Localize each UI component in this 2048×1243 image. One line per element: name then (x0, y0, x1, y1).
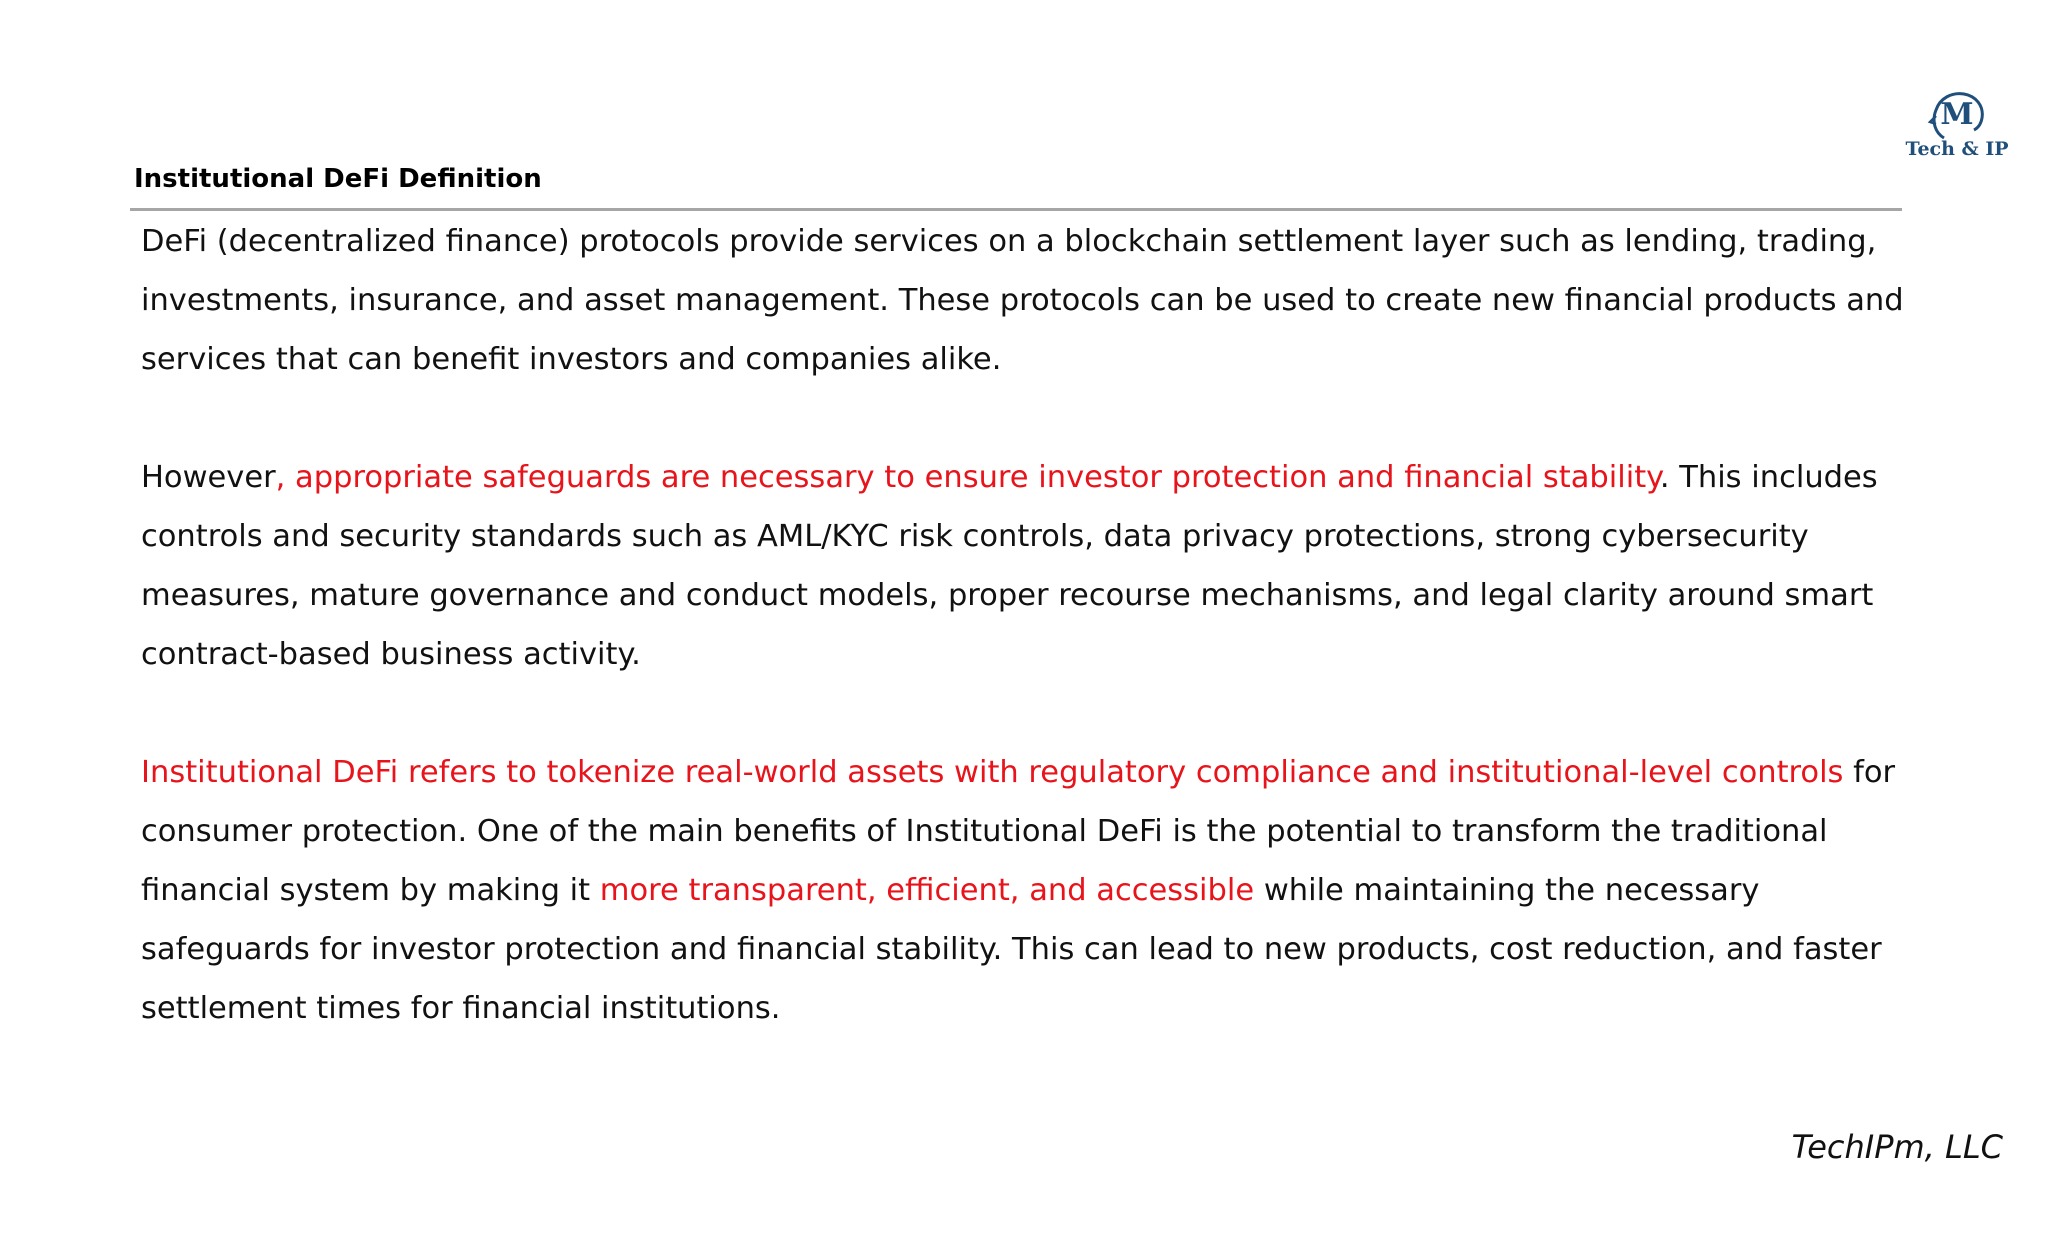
highlighted-text: Institutional DeFi refers to tokenize real-world assets with regulatory compliance and institutional-level controls (141, 755, 1844, 790)
title-divider (130, 208, 1902, 211)
logo-text: Tech & IP (1905, 138, 2009, 160)
text-segment: DeFi (decentralized finance) protocols provide services on a blockchain settlement layer such as lending, trading, investments, insurance, and asset management. These protocols can be used to create new financial products and services that can benefit investors and companies alike. (141, 224, 1904, 377)
company-logo (1892, 86, 2022, 166)
text-segment: while maintaining the necessary safeguards for investor protection and financial stability. This can lead to new products, cost reduction, and faster settlement times for financial institutions. (141, 873, 1882, 1026)
paragraph-safeguards (141, 448, 1911, 684)
text-segment: . This includes controls and security standards such as AML/KYC risk controls, data privacy protections, strong cybersecurity measures, mature governance and conduct models, proper recourse mechanisms, and legal clarity around smart contract-based business activity. (141, 460, 1878, 672)
footer-company-name: TechIPm, LLC (1791, 1128, 2003, 1166)
slide-title: Institutional DeFi Definition (134, 164, 542, 194)
paragraph-defi-protocols (141, 212, 1911, 389)
highlighted-text: , appropriate safeguards are necessary to ensure investor protection and financial stability (275, 460, 1660, 495)
highlighted-text: more transparent, efficient, and accessible (599, 873, 1255, 908)
text-segment: for consumer protection. One of the main benefits of Institutional DeFi is the potential to transform the traditional financial system by making it (141, 755, 1896, 908)
head-profile-icon (1922, 86, 1992, 142)
paragraph-institutional-defi (141, 743, 1911, 1038)
logo-letter: M (1940, 97, 1974, 132)
body-text (141, 212, 1911, 1038)
text-segment: However (141, 460, 276, 495)
